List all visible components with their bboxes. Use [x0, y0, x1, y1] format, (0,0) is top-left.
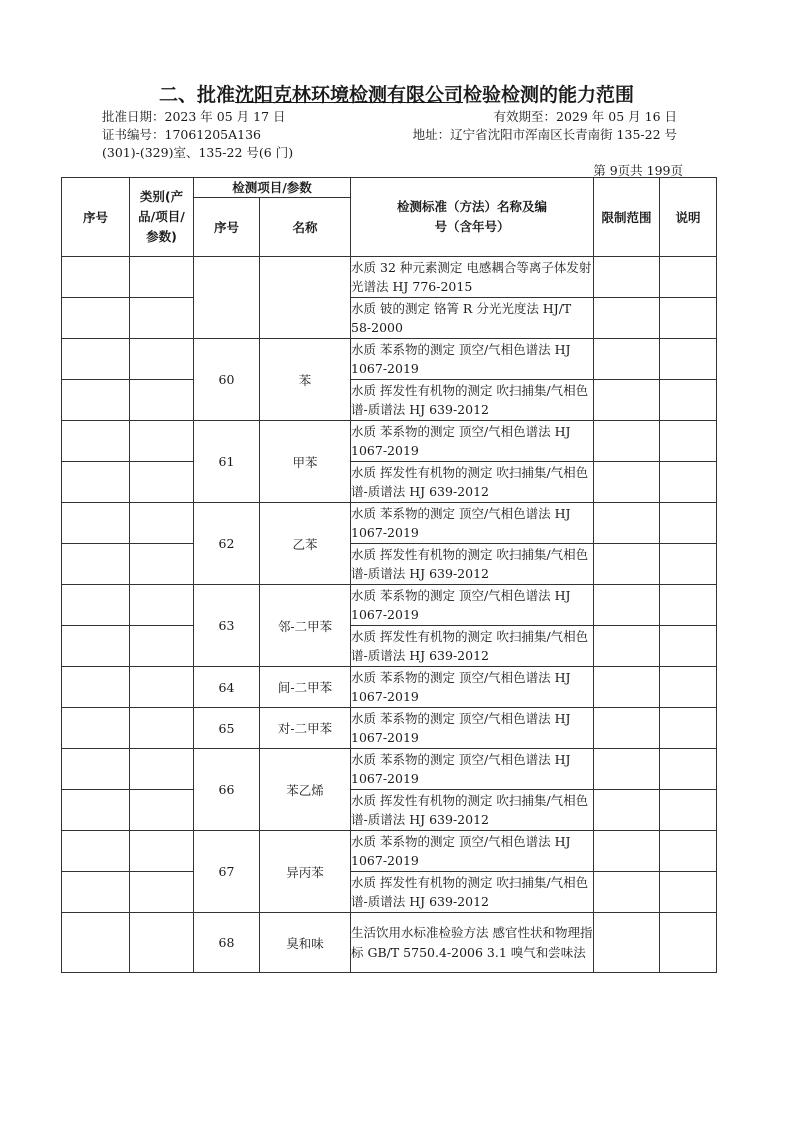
cell-item-name: 异丙苯 — [260, 831, 351, 913]
table-row — [62, 585, 717, 626]
cell-seq — [62, 831, 130, 872]
cell-seq — [62, 380, 130, 421]
table-row — [62, 831, 717, 872]
cell-item-name: 乙苯 — [260, 503, 351, 585]
cell-category — [130, 667, 194, 708]
header-item-name: 名称 — [260, 198, 351, 257]
cell-item-no: 61 — [194, 421, 260, 503]
table-row — [62, 339, 717, 380]
certificate-number: 证书编号：17061205A136 — [102, 127, 262, 142]
capability-table — [61, 177, 717, 973]
cell-category — [130, 913, 194, 973]
cell-limit — [594, 462, 660, 503]
cell-limit — [594, 503, 660, 544]
cell-item-name: 臭和味 — [260, 913, 351, 973]
cell-limit — [594, 298, 660, 339]
cell-seq — [62, 585, 130, 626]
cell-note — [660, 585, 717, 626]
cell-seq — [62, 872, 130, 913]
cell-note — [660, 708, 717, 749]
cell-note — [660, 380, 717, 421]
cell-note — [660, 872, 717, 913]
cell-seq — [62, 298, 130, 339]
cell-note — [660, 790, 717, 831]
cell-item-no: 60 — [194, 339, 260, 421]
title-prefix: 二、批准 — [158, 84, 235, 106]
cell-seq — [62, 339, 130, 380]
cell-seq — [62, 667, 130, 708]
header-category-text: 类别(产品/项目/参数) — [138, 189, 185, 244]
cell-limit — [594, 585, 660, 626]
cell-standard: 水质 苯系物的测定 顶空/气相色谱法 HJ 1067-2019 — [351, 749, 594, 790]
cell-standard: 水质 挥发性有机物的测定 吹扫捕集/气相色谱-质谱法 HJ 639-2012 — [351, 872, 594, 913]
cell-seq — [62, 749, 130, 790]
header-seq: 序号 — [62, 178, 130, 257]
cell-category — [130, 790, 194, 831]
cell-limit — [594, 667, 660, 708]
header-item-group: 检测项目/参数 — [194, 178, 351, 198]
cell-item-no: 68 — [194, 913, 260, 973]
cell-limit — [594, 544, 660, 585]
cell-note — [660, 421, 717, 462]
cell-note — [660, 544, 717, 585]
cell-item-no: 67 — [194, 831, 260, 913]
cell-category — [130, 708, 194, 749]
cell-limit — [594, 626, 660, 667]
cell-category — [130, 421, 194, 462]
cell-note — [660, 339, 717, 380]
cell-limit — [594, 790, 660, 831]
address-continued: (301)-(329)室、135-22 号(6 门) — [102, 145, 294, 160]
cell-limit — [594, 421, 660, 462]
cell-standard: 水质 苯系物的测定 顶空/气相色谱法 HJ 1067-2019 — [351, 667, 594, 708]
cell-item-name: 邻-二甲苯 — [260, 585, 351, 667]
header-limit: 限制范围 — [594, 178, 660, 257]
cell-standard: 水质 苯系物的测定 顶空/气相色谱法 HJ 1067-2019 — [351, 503, 594, 544]
cell-item-no: 62 — [194, 503, 260, 585]
cell-note — [660, 503, 717, 544]
title-suffix: 检验检测的能力范围 — [463, 84, 635, 106]
cell-standard: 水质 苯系物的测定 顶空/气相色谱法 HJ 1067-2019 — [351, 585, 594, 626]
cell-standard: 水质 铍的测定 铬箐 R 分光光度法 HJ/T 58-2000 — [351, 298, 594, 339]
table-row — [62, 298, 717, 339]
cell-limit — [594, 749, 660, 790]
cell-category — [130, 872, 194, 913]
cell-item-name: 间-二甲苯 — [260, 667, 351, 708]
table-row — [62, 626, 717, 667]
header-item-seq: 序号 — [194, 198, 260, 257]
cell-standard: 水质 苯系物的测定 顶空/气相色谱法 HJ 1067-2019 — [351, 421, 594, 462]
cell-category — [130, 503, 194, 544]
approval-date: 批准日期：2023 年 05 月 17 日 — [102, 109, 286, 124]
page-number: 第 9页共 199页 — [593, 163, 683, 178]
table-row — [62, 462, 717, 503]
table-row — [62, 872, 717, 913]
cell-standard: 水质 挥发性有机物的测定 吹扫捕集/气相色谱-质谱法 HJ 639-2012 — [351, 790, 594, 831]
cell-limit — [594, 831, 660, 872]
table-row — [62, 790, 717, 831]
cell-category — [130, 626, 194, 667]
address: 地址：辽宁省沈阳市浑南区长青南街 135-22 号 — [412, 127, 677, 142]
cell-item-name: 甲苯 — [260, 421, 351, 503]
cell-note — [660, 462, 717, 503]
cell-standard: 水质 苯系物的测定 顶空/气相色谱法 HJ 1067-2019 — [351, 708, 594, 749]
header-category — [130, 178, 194, 257]
cell-category — [130, 298, 194, 339]
cell-note — [660, 831, 717, 872]
cell-standard: 水质 苯系物的测定 顶空/气相色谱法 HJ 1067-2019 — [351, 831, 594, 872]
table-row — [62, 708, 717, 749]
header-note: 说明 — [660, 178, 717, 257]
cell-category — [130, 831, 194, 872]
cell-category — [130, 257, 194, 298]
cell-seq — [62, 544, 130, 585]
cell-note — [660, 298, 717, 339]
cell-item-no — [194, 257, 260, 339]
cell-seq — [62, 790, 130, 831]
cell-standard: 生活饮用水标准检验方法 感官性状和物理指标 GB/T 5750.4-2006 3.1 嗅气和尝味法 — [351, 913, 594, 973]
cell-note — [660, 257, 717, 298]
table-row — [62, 667, 717, 708]
cell-item-no: 64 — [194, 667, 260, 708]
cell-note — [660, 626, 717, 667]
cell-note — [660, 749, 717, 790]
cell-item-name: 苯 — [260, 339, 351, 421]
cell-item-no: 63 — [194, 585, 260, 667]
cell-standard: 水质 挥发性有机物的测定 吹扫捕集/气相色谱-质谱法 HJ 639-2012 — [351, 626, 594, 667]
cell-limit — [594, 708, 660, 749]
cell-limit — [594, 257, 660, 298]
cell-item-name: 对-二甲苯 — [260, 708, 351, 749]
valid-until: 有效期至：2029 年 05 月 16 日 — [493, 109, 677, 124]
header-standard — [351, 178, 594, 257]
cell-note — [660, 913, 717, 973]
cell-item-name: 苯乙烯 — [260, 749, 351, 831]
cell-seq — [62, 913, 130, 973]
cell-limit — [594, 339, 660, 380]
cell-standard: 水质 挥发性有机物的测定 吹扫捕集/气相色谱-质谱法 HJ 639-2012 — [351, 462, 594, 503]
page-title — [0, 80, 793, 107]
cell-category — [130, 544, 194, 585]
table-row — [62, 503, 717, 544]
table-row — [62, 913, 717, 973]
cell-limit — [594, 380, 660, 421]
header-standard-text: 检测标准（方法）名称及编号（含年号） — [397, 199, 548, 234]
cell-standard: 水质 挥发性有机物的测定 吹扫捕集/气相色谱-质谱法 HJ 639-2012 — [351, 544, 594, 585]
title-company: 沈阳克林环境检测有限公司 — [234, 84, 463, 106]
table-row — [62, 421, 717, 462]
cell-item-name — [260, 257, 351, 339]
cell-seq — [62, 257, 130, 298]
cell-limit — [594, 872, 660, 913]
cell-standard: 水质 挥发性有机物的测定 吹扫捕集/气相色谱-质谱法 HJ 639-2012 — [351, 380, 594, 421]
cell-category — [130, 749, 194, 790]
table-body — [62, 257, 717, 973]
table-header — [62, 178, 717, 257]
cell-category — [130, 585, 194, 626]
cell-item-no: 65 — [194, 708, 260, 749]
table-row — [62, 257, 717, 298]
cell-item-no: 66 — [194, 749, 260, 831]
cell-seq — [62, 626, 130, 667]
cell-standard: 水质 32 种元素测定 电感耦合等离子体发射光谱法 HJ 776-2015 — [351, 257, 594, 298]
cell-seq — [62, 421, 130, 462]
cell-seq — [62, 708, 130, 749]
cell-note — [660, 667, 717, 708]
cell-seq — [62, 462, 130, 503]
cell-category — [130, 339, 194, 380]
cell-standard: 水质 苯系物的测定 顶空/气相色谱法 HJ 1067-2019 — [351, 339, 594, 380]
cell-seq — [62, 503, 130, 544]
table-row — [62, 544, 717, 585]
table-row — [62, 749, 717, 790]
cell-category — [130, 462, 194, 503]
table-row — [62, 380, 717, 421]
cell-limit — [594, 913, 660, 973]
cell-category — [130, 380, 194, 421]
